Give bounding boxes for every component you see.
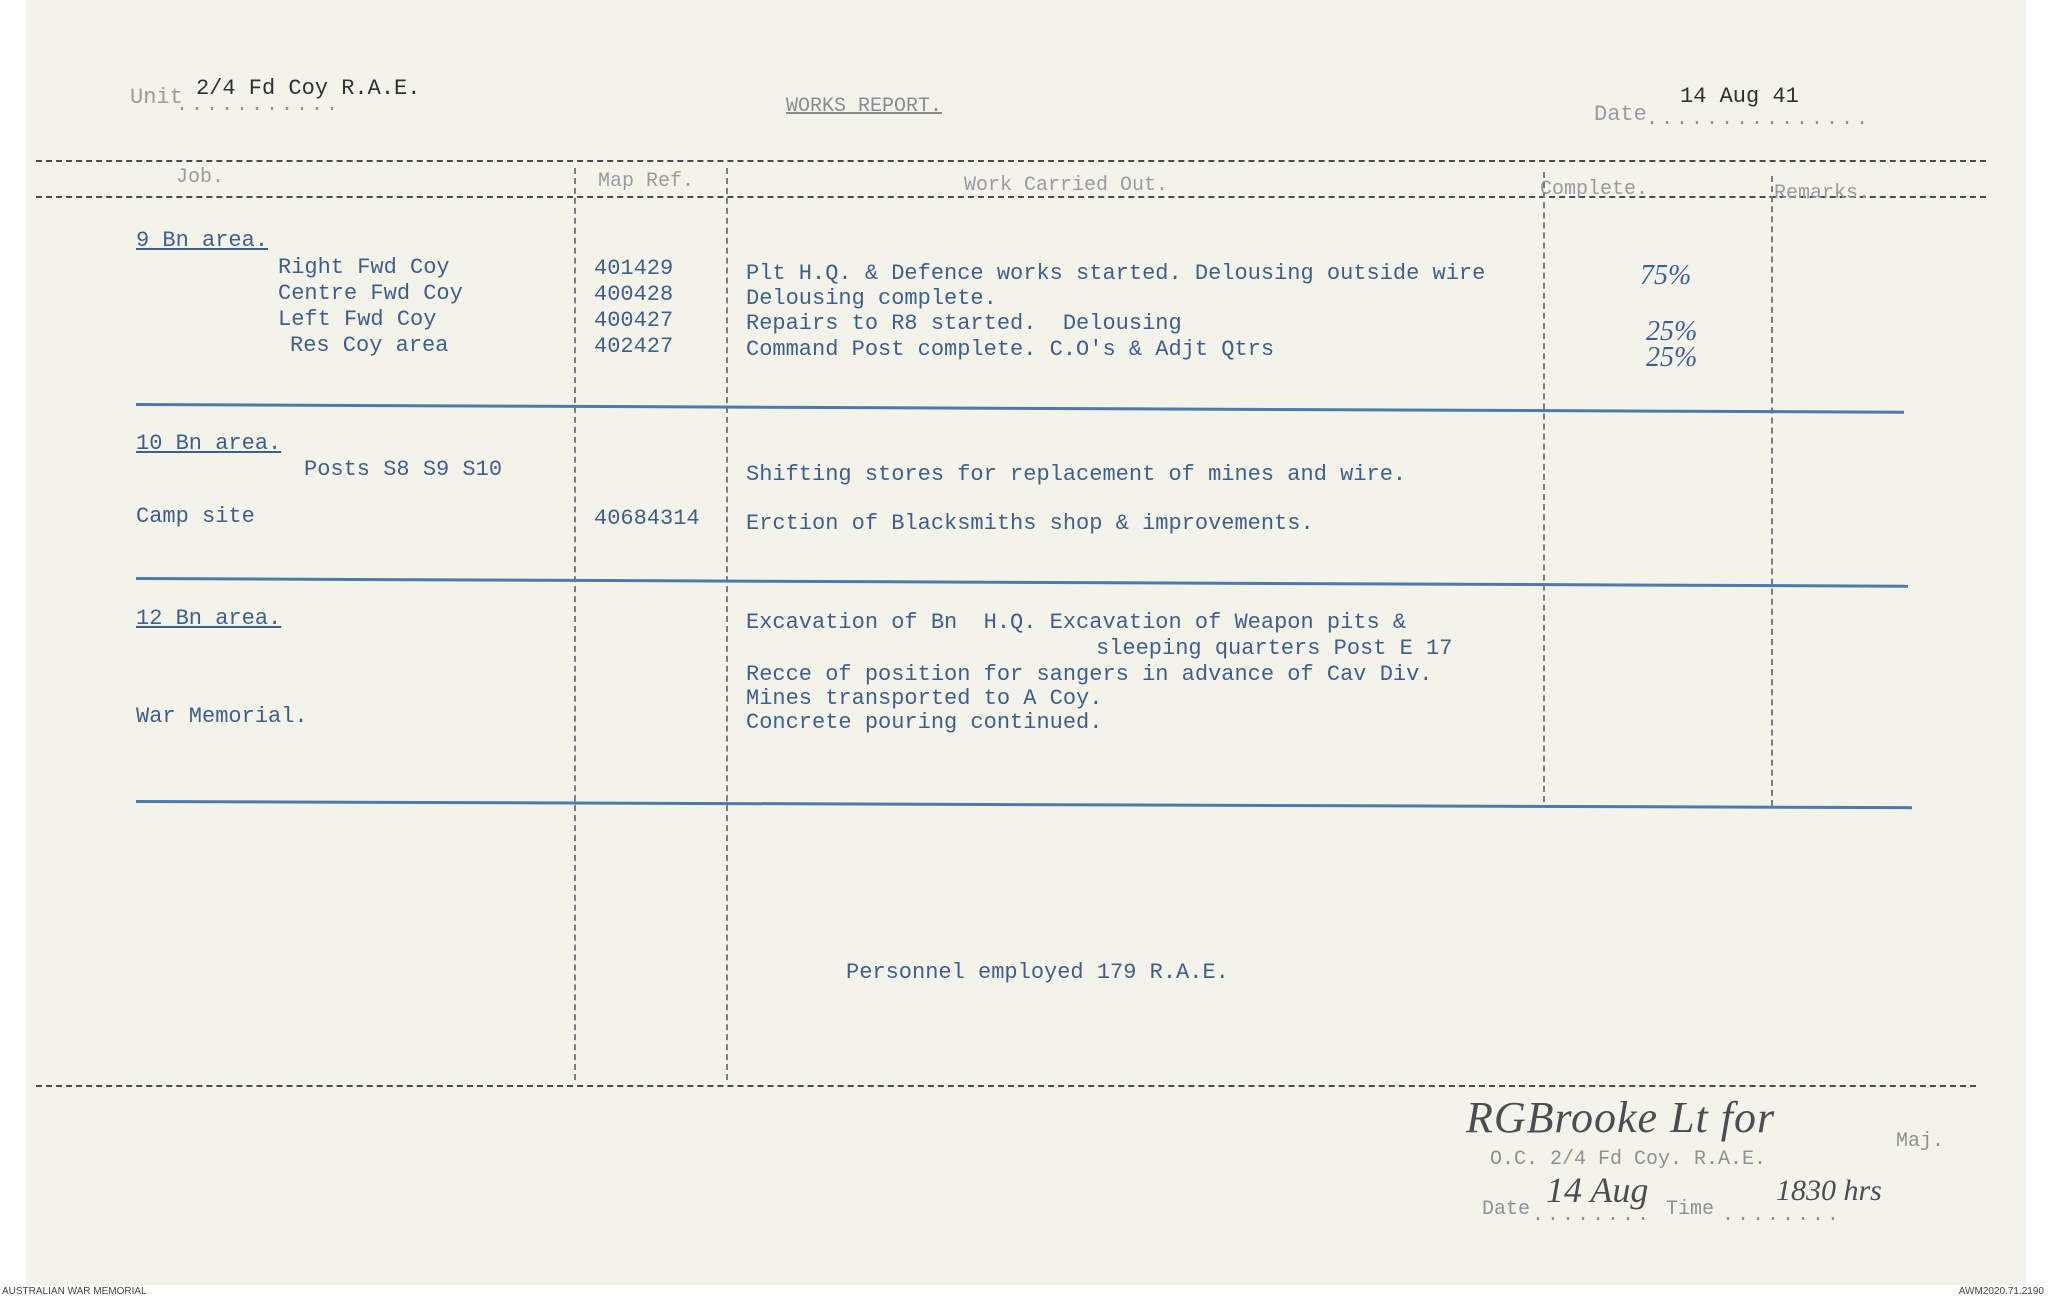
complete-25-left: 25%	[1646, 316, 1698, 347]
section-area-12bn: 12 Bn area.	[136, 606, 282, 631]
job-right-fwd-coy: Right Fwd Coy	[278, 255, 450, 280]
complete-75: 75%	[1640, 260, 1692, 291]
sig-time-label: Time	[1666, 1198, 1715, 1221]
work-recce-position: Recce of position for sangers in advance of Cav Div.	[746, 662, 1433, 687]
work-repairs-r8: Repairs to R8 started. Delousing	[746, 311, 1182, 336]
col-header-remarks: Remarks.	[1774, 182, 1871, 205]
work-sleeping-quarters: sleeping quarters Post E 17	[1096, 636, 1453, 661]
section-divider-2	[136, 577, 1908, 588]
col-header-map-ref: Map Ref.	[598, 170, 695, 193]
job-war-memorial: War Memorial.	[136, 704, 308, 729]
section-divider-3	[136, 800, 1912, 809]
sig-date-value: 14 Aug	[1546, 1170, 1649, 1210]
job-camp-site: Camp site	[136, 504, 255, 529]
work-blacksmiths-shop: Erction of Blacksmiths shop & improvements.	[746, 511, 1314, 536]
unit-label: Unit	[130, 85, 183, 110]
work-concrete-pouring: Concrete pouring continued.	[746, 710, 1103, 735]
work-excavation-bn-hq: Excavation of Bn H.Q. Excavation of Weapon pits &	[746, 610, 1407, 635]
map-ref-401429: 401429	[594, 256, 674, 281]
column-divider-remarks	[1771, 176, 1773, 806]
job-centre-fwd-coy: Centre Fwd Coy	[278, 281, 463, 306]
map-ref-402427: 402427	[594, 334, 674, 359]
signature-maj: Maj.	[1896, 1130, 1945, 1153]
column-divider-map-ref	[574, 168, 576, 1080]
col-header-complete: Complete.	[1540, 178, 1649, 201]
date-value: 14 Aug 41	[1680, 84, 1799, 109]
date-label: Date	[1594, 102, 1647, 127]
archive-id: AWM2020.71.2190	[1958, 1286, 2044, 1297]
archive-footer	[0, 1285, 2048, 1299]
job-res-coy-area: Res Coy area	[290, 333, 449, 358]
work-delousing-complete: Delousing complete.	[746, 286, 997, 311]
work-mines-transported: Mines transported to A Coy.	[746, 686, 1103, 711]
sig-time-dots: ........	[1722, 1204, 1843, 1227]
section-area-9bn: 9 Bn area.	[136, 228, 269, 253]
work-shifting-stores: Shifting stores for replacement of mines and wire.	[746, 462, 1407, 487]
section-area-10bn: 10 Bn area.	[136, 431, 282, 456]
sig-date-label: Date	[1482, 1198, 1531, 1221]
archive-name: AUSTRALIAN WAR MEMORIAL	[2, 1286, 147, 1297]
job-left-fwd-coy: Left Fwd Coy	[278, 307, 437, 332]
column-divider-work	[726, 168, 728, 1080]
map-ref-400427: 400427	[594, 308, 674, 333]
column-divider-complete	[1543, 172, 1545, 802]
section-divider-1	[136, 403, 1904, 414]
col-header-work: Work Carried Out.	[964, 174, 1169, 197]
date-dots: ...............	[1646, 108, 1872, 131]
complete-25-res: 25%	[1646, 342, 1698, 373]
map-ref-400428: 400428	[594, 282, 674, 307]
job-posts-s8-s9-s10: Posts S8 S9 S10	[304, 457, 503, 482]
map-ref-40684314: 40684314	[594, 506, 700, 531]
sig-time-value: 1830 hrs	[1776, 1174, 1882, 1207]
work-plt-hq: Plt H.Q. & Defence works started. Delousing outside wire	[746, 261, 1486, 286]
footer-rule	[36, 1085, 1976, 1087]
unit-dots: ...........	[176, 94, 342, 117]
signature: RGBrooke Lt for	[1466, 1093, 1776, 1142]
header-top-rule	[36, 160, 1986, 162]
personnel-employed: Personnel employed 179 R.A.E.	[846, 960, 1229, 985]
oc-line: O.C. 2/4 Fd Coy. R.A.E.	[1490, 1148, 1767, 1171]
work-command-post: Command Post complete. C.O's & Adjt Qtrs	[746, 337, 1275, 362]
col-header-job: Job.	[176, 166, 225, 189]
report-title: WORKS REPORT.	[786, 95, 943, 118]
sig-date-dots: ........	[1532, 1204, 1653, 1227]
unit-value: 2/4 Fd Coy R.A.E.	[196, 76, 421, 101]
works-report-sheet	[26, 0, 2026, 1285]
